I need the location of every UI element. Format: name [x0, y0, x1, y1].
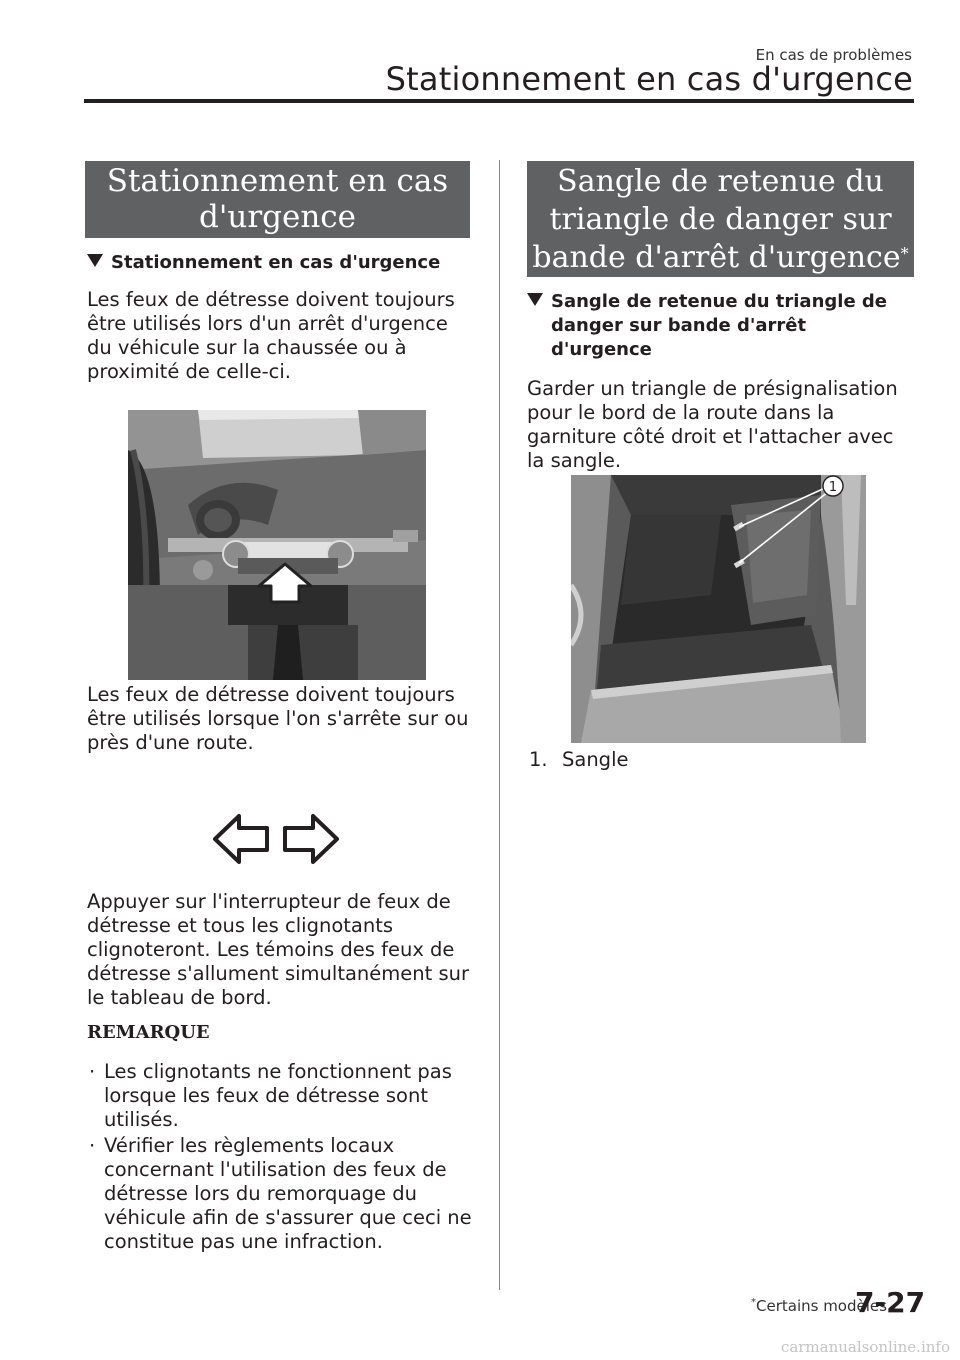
right-banner-line3-wrap [527, 239, 914, 277]
right-section-heading [527, 290, 907, 362]
left-banner [85, 161, 470, 238]
caption-number: 1. [529, 748, 548, 771]
left-banner-line1: Stationnement en cas [106, 163, 449, 199]
left-banner-line2: d'urgence [198, 199, 356, 235]
column-divider [499, 160, 500, 1290]
footnote-mark: * [751, 1297, 756, 1308]
triangle-bullet-icon [87, 254, 103, 267]
note-heading: REMARQUE [87, 1022, 210, 1043]
watermark: carmanualsonline.info [780, 1338, 950, 1356]
right-paragraph-1: Garder un triangle de présignalisation pour le bord de la route dans la garniture côté droit et l'attacher avec la sangle. [527, 377, 898, 472]
chapter-label: En cas de problèmes [755, 46, 912, 64]
note-item: · Les clignotants ne fonctionnent pas lorsque les feux de détresse sont utilisés. [87, 1060, 482, 1132]
asterisk-mark: * [900, 244, 909, 263]
left-paragraph-2: Les feux de détresse doivent toujours être utilisés lorsque l'on s'arrête sur ou près d'une route. [87, 683, 469, 754]
dashboard-photo [128, 410, 426, 680]
cargo-area-photo [571, 475, 866, 743]
page-number: 7-27 [855, 1286, 926, 1319]
left-paragraph-1: Les feux de détresse doivent toujours être utilisés lors d'un arrêt d'urgence du véhicule sur la chaussée ou à proximité de celle-ci. [87, 288, 455, 383]
right-section-line1: Sangle de retenue du triangle de [551, 291, 888, 312]
triangle-bullet-icon [527, 293, 543, 306]
header-rule [84, 99, 914, 103]
right-banner-line3: bande d'arrêt d'urgence [532, 240, 901, 275]
caption-text: Sangle [562, 748, 629, 771]
page-title: Stationnement en cas d'urgence [385, 60, 913, 98]
right-section-line2: danger sur bande d'arrêt [551, 315, 807, 336]
hazard-turn-signal-arrows-icon [211, 812, 341, 867]
left-section-title: Stationnement en cas d'urgence [111, 252, 441, 273]
figure-caption [529, 748, 628, 771]
note-list [87, 1060, 482, 1256]
callout-number: 1 [828, 480, 838, 495]
note-item: · Vérifier les règlements locaux concernant l'utilisation des feux de détresse lors du remorquage du véhicule afin de s'assurer que ceci ne constitue pas une infraction. [87, 1134, 482, 1254]
footnote-text: Certains modèles. [756, 1297, 892, 1315]
left-paragraph-3: Appuyer sur l'interrupteur de feux de détresse et tous les clignotants clignoteront. Les témoins des feux de détresse s'allument simultanément sur le tableau de bord. [87, 890, 470, 1009]
right-section-line3: d'urgence [551, 339, 652, 360]
left-section-heading [87, 251, 440, 275]
right-banner-line2: triangle de danger sur [549, 202, 892, 237]
right-banner [527, 161, 914, 277]
right-banner-line1: Sangle de retenue du [557, 164, 884, 199]
